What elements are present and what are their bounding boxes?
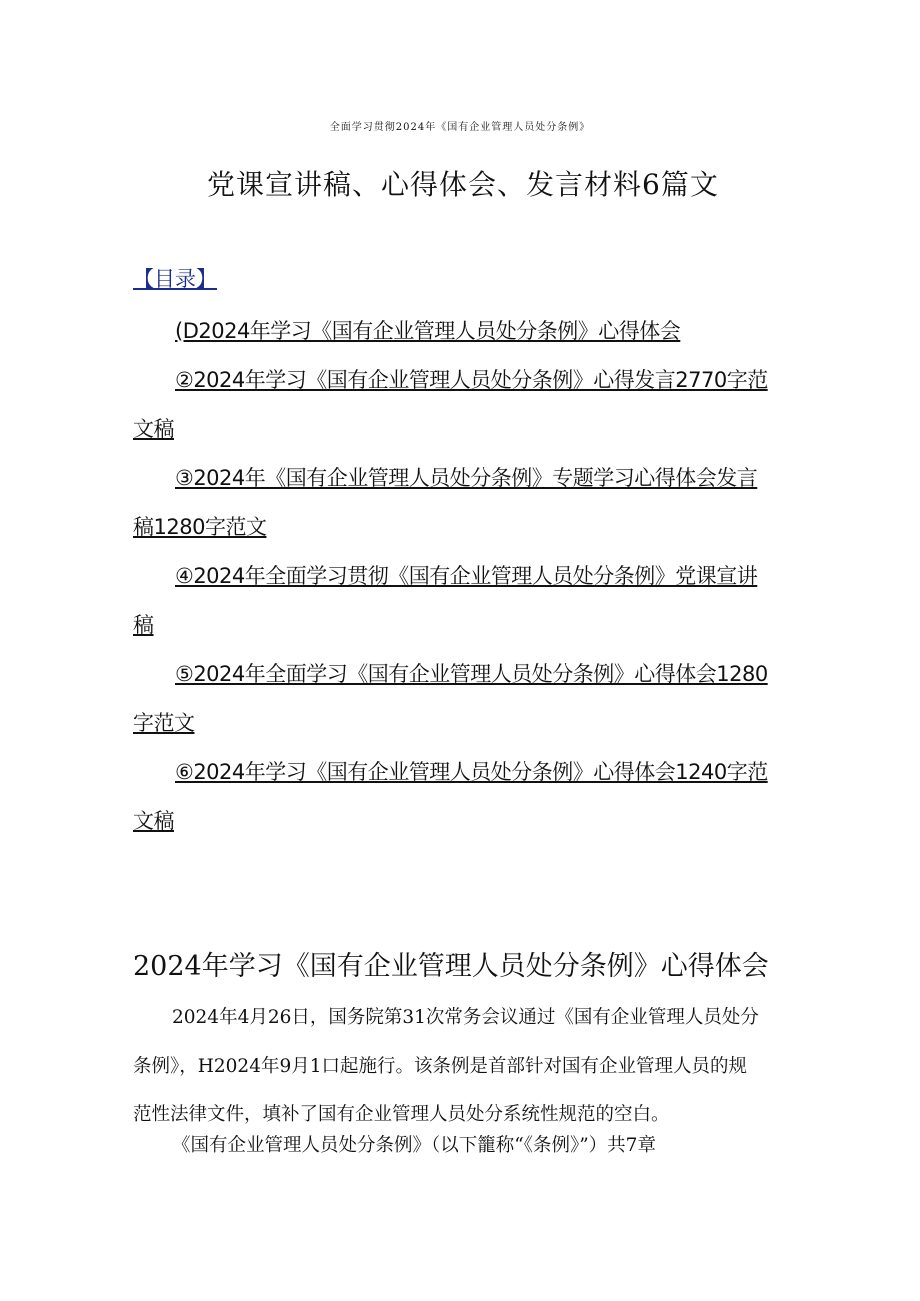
toc-item-6[interactable]: ⑥2024年学习《国有企业管理人员处分条例》心得体会1240字范 xyxy=(175,760,768,784)
body-paragraph-line-3: 范性法律文件，填补了国有企业管理人员处分系统性规范的空白。 xyxy=(133,1104,670,1125)
document-title-line-1: 全面学习贯彻2024年《国有企业管理人员处分条例》 xyxy=(329,122,591,133)
body-paragraph-line-1: 2024年4月26日，国务院第31次常务会议通过《国有企业管理人员处分 xyxy=(172,1007,759,1028)
toc-item-3[interactable]: ③2024年《国有企业管理人员处分条例》专题学习心得体会发言 xyxy=(175,466,758,490)
toc-item-4-cont[interactable]: 稿 xyxy=(133,613,154,637)
section-heading: 2024年学习《国有企业管理人员处分条例》心得体会 xyxy=(133,951,769,982)
toc-item-5[interactable]: ⑤2024年全面学习《国有企业管理人员处分条例》心得体会1280 xyxy=(175,662,768,686)
toc-item-5-cont[interactable]: 字范文 xyxy=(133,711,195,735)
toc-item-2[interactable]: ②2024年学习《国有企业管理人员处分条例》心得发言2770字范 xyxy=(175,368,768,392)
body-paragraph-line-2: 条例》，H2024年9月1口起施行。该条例是首部针对国有企业管理人员的规 xyxy=(133,1056,748,1077)
toc-item-4[interactable]: ④2024年全面学习贯彻《国有企业管理人员处分条例》党课宣讲 xyxy=(175,564,758,588)
toc-heading[interactable]: 【目录】 xyxy=(133,267,217,291)
body-paragraph-line-4: 《国有企业管理人员处分条例》（以下籠称“《条例》”）共7章 xyxy=(172,1135,656,1156)
toc-item-2-cont[interactable]: 文稿 xyxy=(133,417,174,441)
toc-item-6-cont[interactable]: 文稿 xyxy=(133,809,174,833)
document-title-line-2: 党课宣讲稿、心得体会、发言材料6篇文 xyxy=(207,168,719,201)
toc-item-1[interactable]: (D2024年学习《国有企业管理人员处分条例》心得体会 xyxy=(175,319,681,343)
toc-item-3-cont[interactable]: 稿1280字范文 xyxy=(133,515,267,539)
